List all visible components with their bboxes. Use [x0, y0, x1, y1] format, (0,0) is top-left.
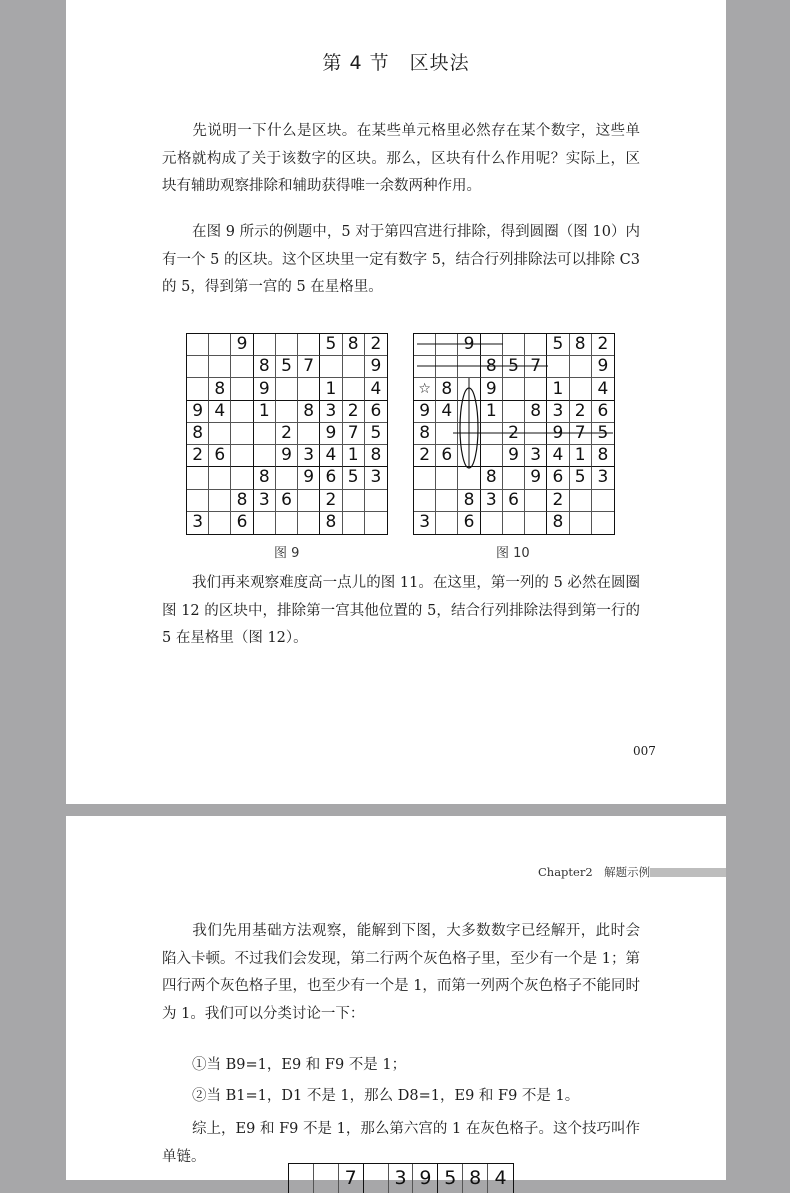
sudoku-cell [209, 423, 231, 445]
sudoku-cell: 3 [389, 1164, 414, 1193]
sudoku-cell: 8 [365, 445, 387, 467]
figure-10-caption: 图 10 [496, 546, 530, 561]
sudoku-cell: 9 [458, 334, 480, 356]
sudoku-cell [209, 490, 231, 512]
sudoku-cell [570, 378, 592, 400]
sudoku-cell [414, 467, 436, 489]
sudoku-cell [503, 512, 525, 534]
sudoku-cell [254, 334, 276, 356]
sudoku-cell: 6 [276, 490, 298, 512]
sudoku-cell: 8 [570, 334, 592, 356]
sudoku-cell [503, 467, 525, 489]
sudoku-cell: 4 [547, 445, 569, 467]
sudoku-cell [365, 512, 387, 534]
sudoku-cell: 8 [436, 378, 458, 400]
sudoku-cell: 2 [503, 423, 525, 445]
sudoku-cell [414, 356, 436, 378]
sudoku-cell [231, 467, 253, 489]
sudoku-cell [187, 490, 209, 512]
sudoku-cell: 8 [592, 445, 614, 467]
sudoku-cell [276, 334, 298, 356]
paragraph-figure-11 [162, 570, 640, 653]
sudoku-cell [414, 490, 436, 512]
sudoku-cell: 6 [209, 445, 231, 467]
sudoku-cell: 3 [254, 490, 276, 512]
sudoku-cell [547, 356, 569, 378]
sudoku-cell: 8 [187, 423, 209, 445]
sudoku-cell: 9 [231, 334, 253, 356]
sudoku-cell [503, 401, 525, 423]
sudoku-cell [570, 490, 592, 512]
sudoku-cell [481, 512, 503, 534]
sudoku-cell: 2 [343, 401, 365, 423]
sudoku-cell [481, 334, 503, 356]
sudoku-cell: 7 [525, 356, 547, 378]
sudoku-cell [209, 356, 231, 378]
sudoku-cell [570, 356, 592, 378]
sudoku-cell [289, 1164, 314, 1193]
sudoku-cell [276, 512, 298, 534]
paragraph-text: 综上，E9 和 F9 不是 1，那么第六宫的 1 在灰色格子。这个技巧叫作单链。 [162, 1121, 640, 1165]
sudoku-cell: 8 [298, 401, 320, 423]
sudoku-cell [187, 378, 209, 400]
sudoku-cell: 3 [525, 445, 547, 467]
sudoku-cell [436, 490, 458, 512]
sudoku-cell [231, 445, 253, 467]
sudoku-cell: 6 [365, 401, 387, 423]
paragraph-text: ②当 B1=1，D1 不是 1，那么 D8=1，E9 和 F9 不是 1。 [192, 1088, 580, 1104]
sudoku-cell [365, 490, 387, 512]
sudoku-cell: 3 [414, 512, 436, 534]
sudoku-cell: 2 [365, 334, 387, 356]
sudoku-cell [343, 378, 365, 400]
sudoku-cell [298, 334, 320, 356]
sudoku-cell: 7 [343, 423, 365, 445]
chapter-bar [650, 868, 726, 877]
sudoku-cell: 8 [547, 512, 569, 534]
sudoku-cell: 1 [570, 445, 592, 467]
sudoku-cell: 1 [320, 378, 342, 400]
sudoku-cell [276, 401, 298, 423]
sudoku-cell: 1 [254, 401, 276, 423]
sudoku-cell [343, 490, 365, 512]
paragraph-example-explanation [162, 219, 640, 302]
sudoku-cell [254, 445, 276, 467]
paragraph-analysis [162, 918, 640, 1028]
sudoku-cell: 7 [339, 1164, 364, 1193]
sudoku-cell [209, 467, 231, 489]
book-page-next [66, 816, 726, 1189]
sudoku-cell: 2 [276, 423, 298, 445]
sudoku-cell [436, 423, 458, 445]
sudoku-cell [458, 401, 480, 423]
sudoku-cell: 4 [320, 445, 342, 467]
paragraph-case2 [162, 1083, 640, 1111]
sudoku-cell: 9 [187, 401, 209, 423]
sudoku-cell: 8 [414, 423, 436, 445]
sudoku-cell: 3 [481, 490, 503, 512]
sudoku-cell: 3 [547, 401, 569, 423]
sudoku-cell [231, 423, 253, 445]
sudoku-cell [298, 490, 320, 512]
sudoku-cell [436, 467, 458, 489]
sudoku-cell: 8 [254, 467, 276, 489]
sudoku-cell: 3 [187, 512, 209, 534]
sudoku-cell: 5 [438, 1164, 463, 1193]
paragraph-text: 先说明一下什么是区块。在某些单元格里必然存在某个数字，这些单元格就构成了关于该数字的区块。那么，区块有什么作用呢？实际上，区块有辅助观察排除和辅助获得唯一余数两种作用。 [162, 123, 640, 194]
sudoku-cell: 5 [592, 423, 614, 445]
sudoku-cell [458, 378, 480, 400]
sudoku-cell [187, 467, 209, 489]
sudoku-cell: 9 [276, 445, 298, 467]
sudoku-cell [525, 490, 547, 512]
sudoku-cell [298, 378, 320, 400]
sudoku-cell [503, 378, 525, 400]
sudoku-cell: 9 [320, 423, 342, 445]
sudoku-cell: 9 [365, 356, 387, 378]
sudoku-cell: 4 [592, 378, 614, 400]
sudoku-cell [525, 378, 547, 400]
sudoku-cell [525, 512, 547, 534]
sudoku-cell [231, 356, 253, 378]
sudoku-cell [525, 334, 547, 356]
sudoku-cell: 1 [343, 445, 365, 467]
sudoku-cell [209, 334, 231, 356]
sudoku-cell [231, 378, 253, 400]
sudoku-cell: 9 [298, 467, 320, 489]
sudoku-cell [298, 512, 320, 534]
sudoku-cell [364, 1164, 389, 1193]
sudoku-cell: 2 [320, 490, 342, 512]
sudoku-cell: 9 [592, 356, 614, 378]
sudoku-cell [458, 445, 480, 467]
sudoku-cell [592, 512, 614, 534]
sudoku-cell: 6 [503, 490, 525, 512]
sudoku-cell: 4 [209, 401, 231, 423]
sudoku-cell [298, 423, 320, 445]
sudoku-cell: 8 [209, 378, 231, 400]
sudoku-cell [187, 356, 209, 378]
sudoku-cell: 1 [547, 378, 569, 400]
sudoku-partial-row [288, 1163, 514, 1193]
sudoku-cell: 9 [525, 467, 547, 489]
sudoku-cell: 8 [231, 490, 253, 512]
sudoku-cell: 8 [481, 356, 503, 378]
paragraph-text: ①当 B9=1，E9 和 F9 不是 1； [192, 1057, 407, 1073]
paragraph-block-definition [162, 118, 640, 201]
sudoku-cell: 4 [494, 1167, 507, 1189]
sudoku-cell [481, 423, 503, 445]
sudoku-cell: 7 [570, 423, 592, 445]
sudoku-cell: 1 [481, 401, 503, 423]
sudoku-cell: 5 [343, 467, 365, 489]
sudoku-cell [436, 334, 458, 356]
sudoku-cell [570, 512, 592, 534]
sudoku-figure-10 [413, 333, 615, 535]
sudoku-cell: 2 [414, 445, 436, 467]
sudoku-cell: 8 [481, 467, 503, 489]
sudoku-cell: 9 [413, 1164, 438, 1193]
sudoku-cell [343, 512, 365, 534]
sudoku-cell [525, 423, 547, 445]
sudoku-cell: 8 [320, 512, 342, 534]
paragraph-text: 我们再来观察难度高一点儿的图 11。在这里，第一列的 5 必然在圆圈图 12 的区块中，排除第一宫其他位置的 5，结合行列排除法得到第一行的 5 在星格里（图 12）。 [162, 575, 640, 646]
sudoku-cell: 9 [414, 401, 436, 423]
sudoku-cell [320, 356, 342, 378]
sudoku-cell: 8 [463, 1164, 488, 1193]
sudoku-cell: 3 [592, 467, 614, 489]
sudoku-cell: 8 [254, 356, 276, 378]
sudoku-cell [276, 378, 298, 400]
sudoku-cell: 6 [458, 512, 480, 534]
sudoku-cell: 7 [298, 356, 320, 378]
sudoku-cell [343, 356, 365, 378]
sudoku-cell [436, 512, 458, 534]
sudoku-cell: 6 [320, 467, 342, 489]
sudoku-cell [503, 334, 525, 356]
sudoku-cell [458, 423, 480, 445]
paragraph-text: 我们先用基础方法观察，能解到下图，大多数数字已经解开，此时会陷入卡顿。不过我们会发现，第二行两个灰色格子里，至少有一个是 1；第四行两个灰色格子里，也至少有一个是 1，而第一列两个灰色格子不能同时为 1。我们可以分类讨论一下： [162, 923, 640, 1022]
sudoku-cell [276, 467, 298, 489]
sudoku-cell [481, 445, 503, 467]
sudoku-cell: 4 [436, 401, 458, 423]
sudoku-figure-9 [186, 333, 388, 535]
sudoku-cell [187, 334, 209, 356]
sudoku-cell: 2 [592, 334, 614, 356]
book-page-007 [66, 0, 726, 804]
sudoku-cell: 8 [525, 401, 547, 423]
sudoku-cell: 5 [276, 356, 298, 378]
sudoku-cell: 9 [547, 423, 569, 445]
sudoku-cell [254, 423, 276, 445]
sudoku-cell [254, 512, 276, 534]
sudoku-cell: 6 [547, 467, 569, 489]
sudoku-cell [414, 334, 436, 356]
sudoku-cell: 3 [298, 445, 320, 467]
sudoku-cell [592, 490, 614, 512]
figure-9-caption: 图 9 [274, 546, 300, 561]
sudoku-cell: 6 [592, 401, 614, 423]
sudoku-cell: 3 [320, 401, 342, 423]
sudoku-cell [458, 356, 480, 378]
sudoku-cell: 5 [365, 423, 387, 445]
sudoku-cell: 6 [436, 445, 458, 467]
sudoku-cell: 2 [547, 490, 569, 512]
page-number: 007 [633, 744, 656, 758]
sudoku-cell [314, 1164, 339, 1193]
sudoku-cell [209, 512, 231, 534]
sudoku-cell: 9 [481, 378, 503, 400]
sudoku-cell: 3 [365, 467, 387, 489]
sudoku-cell: 6 [231, 512, 253, 534]
sudoku-cell: 9 [503, 445, 525, 467]
chapter-header: Chapter2 解题示例 [538, 865, 651, 879]
section-title: 第 4 节 区块法 [322, 52, 470, 74]
sudoku-cell: 5 [570, 467, 592, 489]
sudoku-cell [458, 467, 480, 489]
sudoku-cell: 5 [547, 334, 569, 356]
paragraph-text: 在图 9 所示的例题中，5 对于第四宫进行排除，得到圆圈（图 10）内有一个 5 的区块。这个区块里一定有数字 5，结合行列排除法可以排除 C3 的 5，得到第一宫的 5 在星格里。 [162, 224, 640, 295]
sudoku-cell [231, 401, 253, 423]
sudoku-cell: 8 [458, 490, 480, 512]
sudoku-cell: 5 [503, 356, 525, 378]
sudoku-cell: 2 [187, 445, 209, 467]
sudoku-cell: 4 [365, 378, 387, 400]
star-cell: ☆ [414, 378, 436, 400]
sudoku-cell: 5 [320, 334, 342, 356]
sudoku-cell: 8 [343, 334, 365, 356]
sudoku-cell [436, 356, 458, 378]
paragraph-case1 [162, 1052, 640, 1080]
sudoku-cell: 9 [254, 378, 276, 400]
sudoku-cell: 2 [570, 401, 592, 423]
